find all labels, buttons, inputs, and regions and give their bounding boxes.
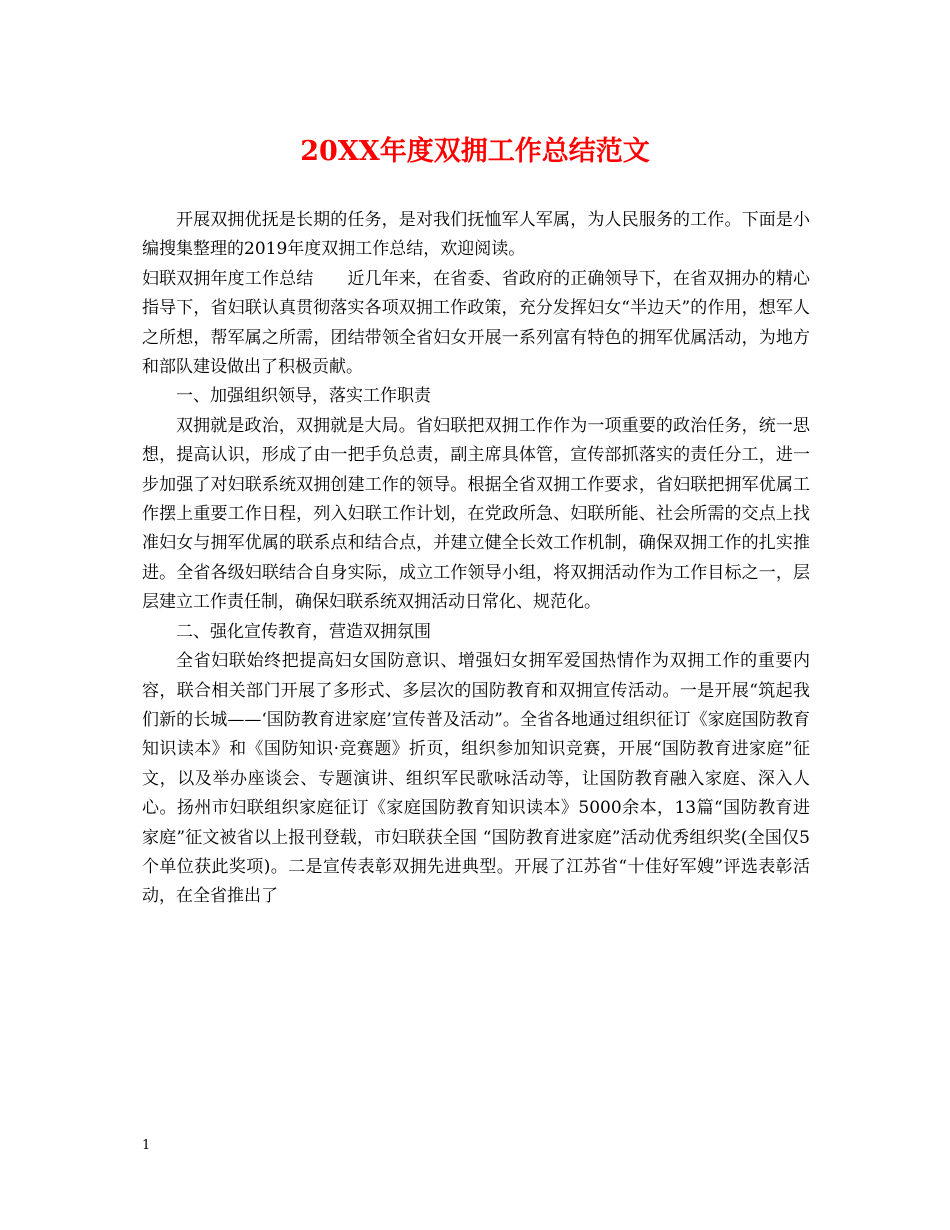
page-number: 1 bbox=[142, 1138, 151, 1153]
subtitle-body: 近几年来，在省委、省政府的正确领导下，在省双拥办的精心指导下，省妇联认真贯彻落实各项双拥工作政策，充分发挥妇女“半边天”的作用，想军人之所想，帮军属之所需，团结带领全省妇女开展一系列富有特色的拥军优属活动，为地方和部队建设做出了积极贡献。 bbox=[142, 268, 811, 378]
section1-heading: 一、加强组织领导，落实工作职责 bbox=[176, 386, 431, 407]
subtitle-paragraph bbox=[142, 265, 810, 383]
intro-paragraph: 开展双拥优抚是长期的任务，是对我们抚恤军人军属，为人民服务的工作。下面是小编搜集整理的2019年度双拥工作总结，欢迎阅读。 bbox=[142, 210, 810, 260]
section1-paragraph: 双拥就是政治，双拥就是大局。省妇联把双拥工作作为一项重要的政治任务，统一思想，提高认识，形成了由一把手负总责，副主席具体管，宣传部抓落实的责任分工，进一步加强了对妇联系统双拥创建工作的领导。根据全省双拥工作要求，省妇联把拥军优属工作摆上重要工作日程，列入妇联工作计划，在党政所急、妇联所能、社会所需的交点上找准妇女与拥军优属的联系点和结合点，并建立健全长效工作机制，确保双拥工作的扎实推进。全省各级妇联结合自身实际，成立工作领导小组，将双拥活动作为工作目标之一，层层建立工作责任制，确保妇联系统双拥活动日常化、规范化。 bbox=[142, 415, 810, 613]
document-body bbox=[142, 206, 810, 912]
section2-paragraph: 全省妇联始终把提高妇女国防意识、增强妇女拥军爱国热情作为双拥工作的重要内容，联合相关部门开展了多形式、多层次的国防教育和双拥宣传活动。一是开展“筑起我们新的长城——‘国防教育进家庭’宣传普及活动”。全省各地通过组织征订《家庭国防教育知识读本》和《国防知识·竞赛题》折页，组织参加知识竞赛，开展“国防教育进家庭”征文，以及举办座谈会、专题演讲、组织军民歌咏活动等，让国防教育融入家庭、深入人心。扬州市妇联组织家庭征订《家庭国防教育知识读本》5000余本，13篇“国防教育进家庭”征文被省以上报刊登载，市妇联获全国 “国防教育进家庭”活动优秀组织奖(全国仅5个单位获此奖项)。二是宣传表彰双拥先进典型。开展了江苏省“十佳好军嫂”评选表彰活动，在全省推出了 bbox=[142, 651, 810, 907]
document-title: 20XX年度双拥工作总结范文 bbox=[300, 136, 650, 167]
section2-heading: 二、强化宣传教育，营造双拥氛围 bbox=[176, 621, 431, 642]
subtitle-heading: 妇联双拥年度工作总结 bbox=[142, 268, 314, 289]
